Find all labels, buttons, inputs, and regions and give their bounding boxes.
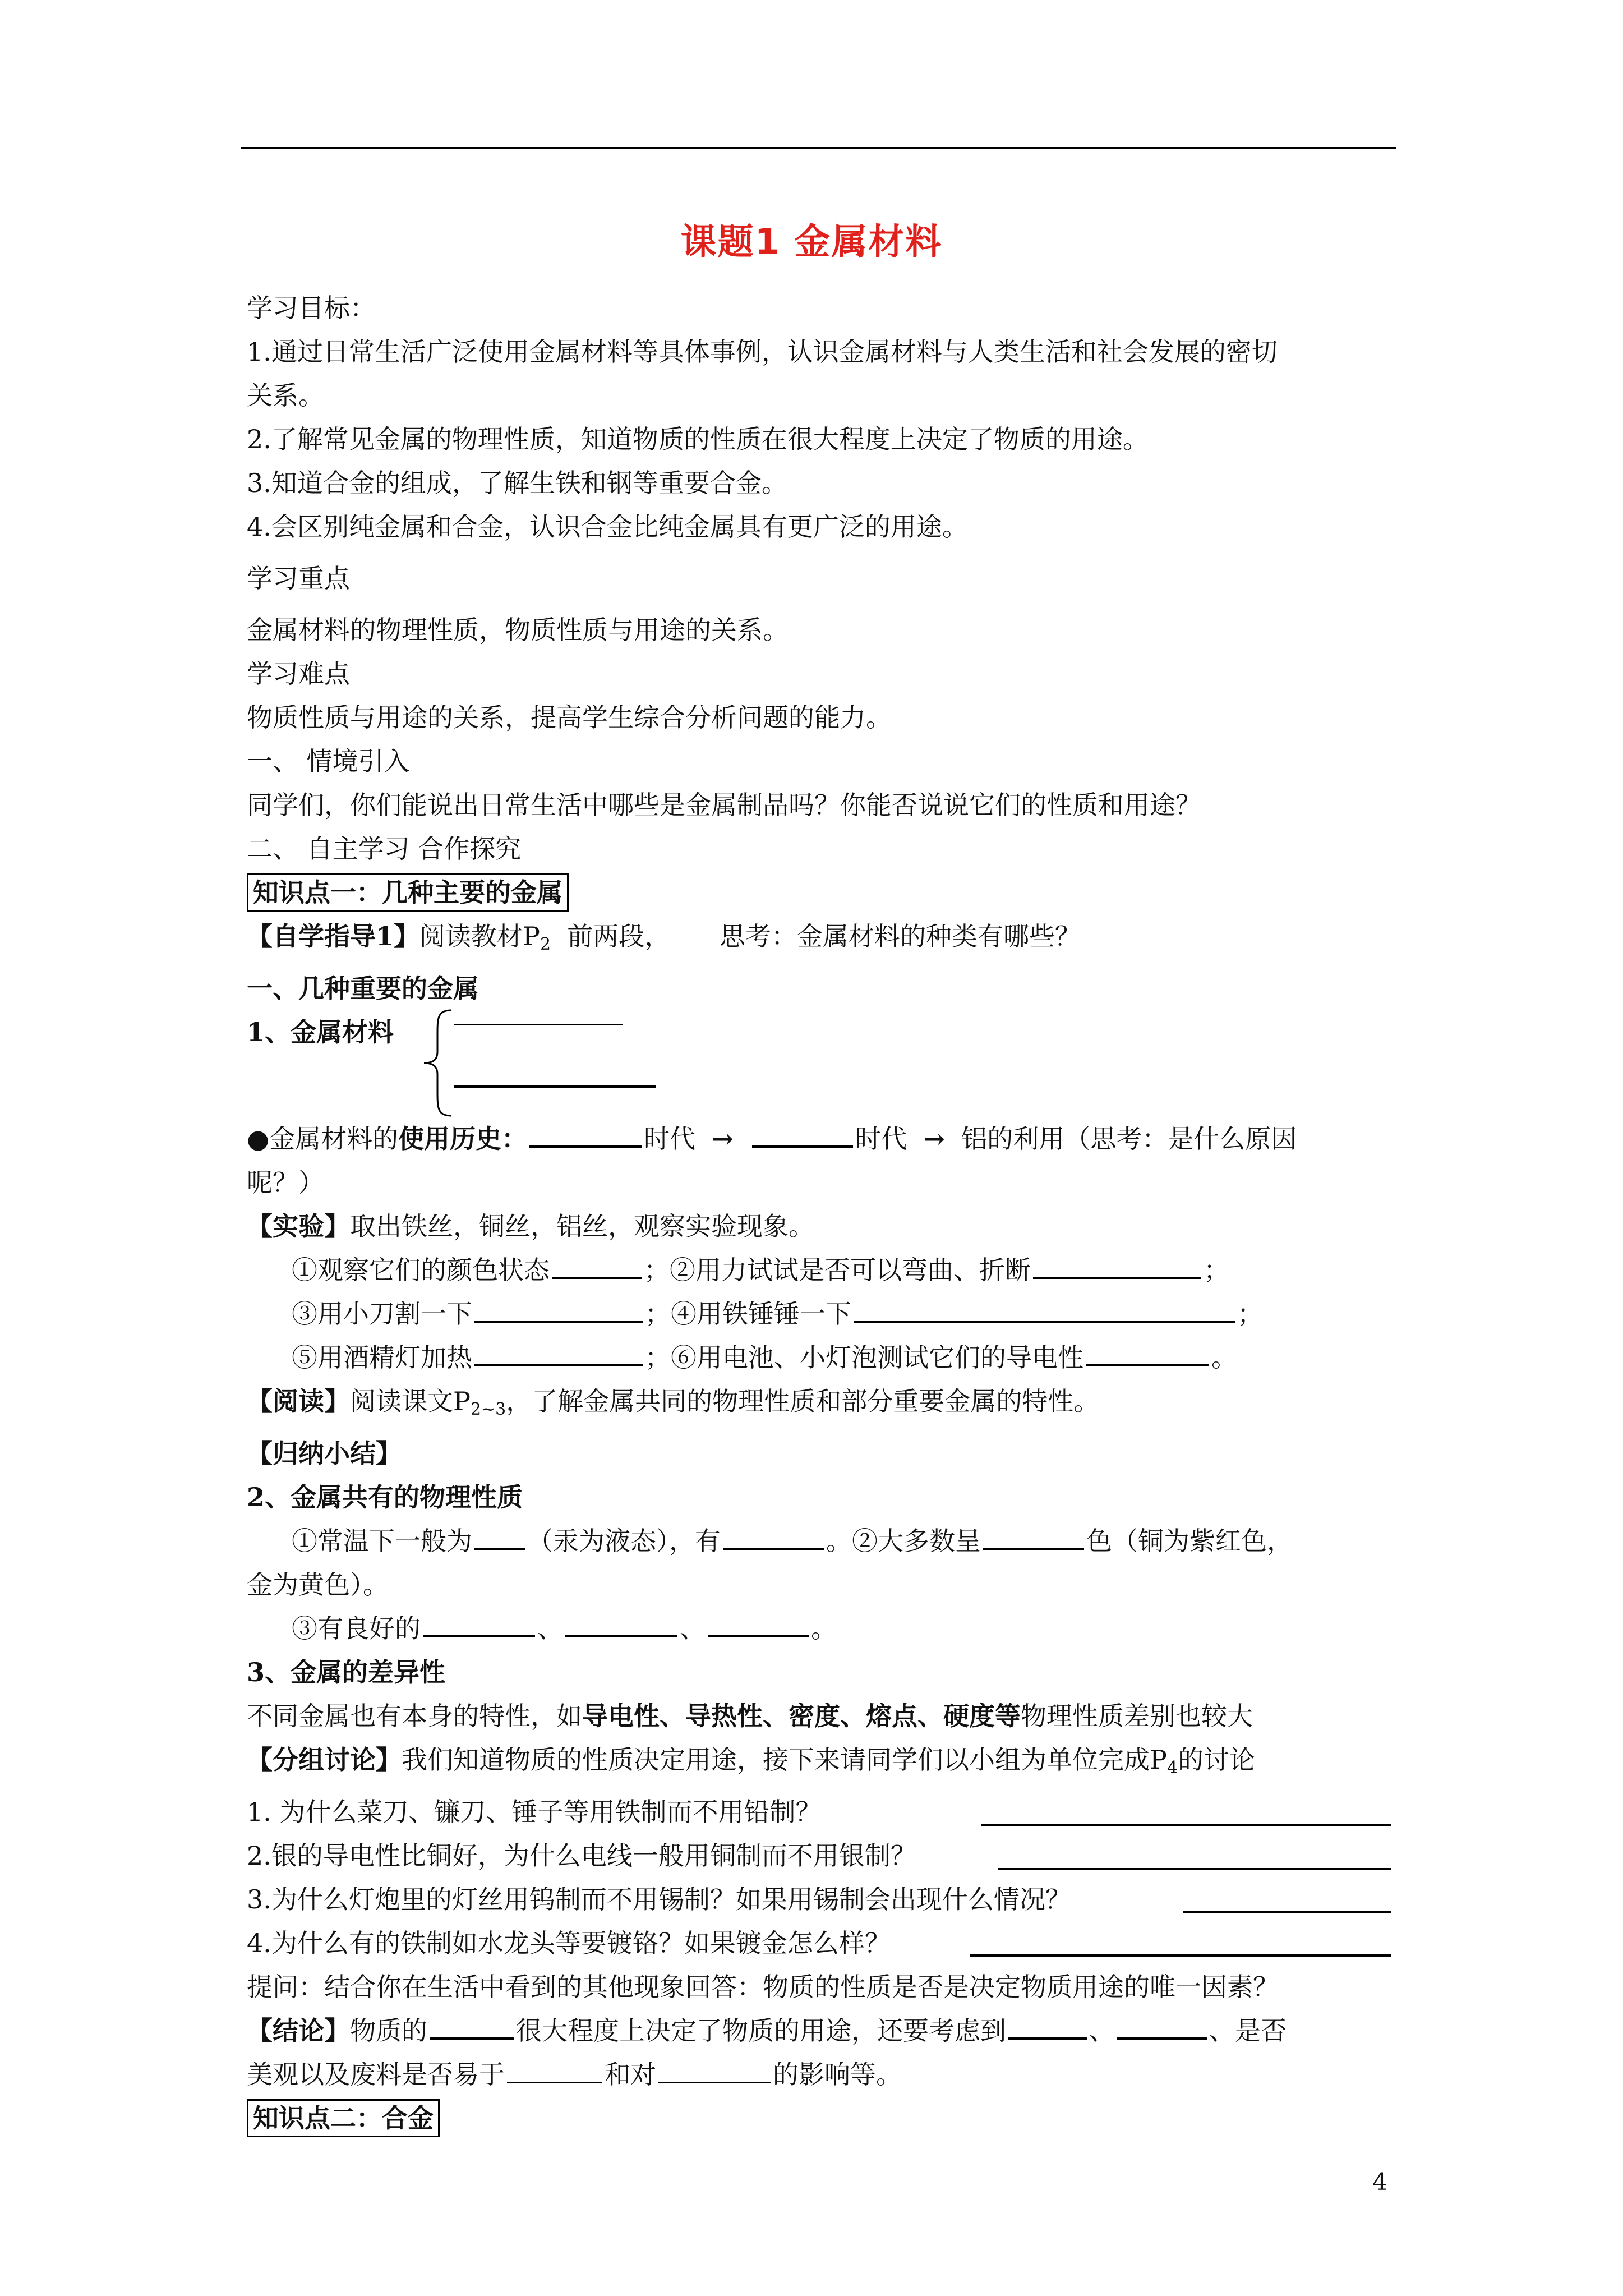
common-properties-heading: 2、金属共有的物理性质 <box>247 1482 523 1512</box>
question-text: 3.为什么灯炮里的灯丝用钨制而不用锡制？如果用锡制会出现什么情况？ <box>247 1884 1071 1915</box>
history-line <box>247 1117 1391 1161</box>
conclusion-blank[interactable] <box>507 2054 602 2083</box>
common-l1c: 。②大多数呈 <box>826 1526 981 1556</box>
objectives-heading: 学习目标： <box>247 293 376 323</box>
experiment-blank[interactable] <box>474 1293 643 1323</box>
objective-item: 2.了解常见金属的物理性质，知道物质的性质在很大程度上决定了物质的用途。 <box>247 424 1149 454</box>
history-bold: 使用历史： <box>398 1124 528 1154</box>
common-properties-line-1 <box>247 1519 1391 1563</box>
experiment-q6: ；⑥用电池、小灯泡测试它们的导电性 <box>645 1342 1083 1373</box>
experiment-label: 【实验】 <box>247 1211 350 1241</box>
conclusion-blank[interactable] <box>1117 2009 1207 2040</box>
conclusion-blank[interactable] <box>430 2009 514 2040</box>
arrow-icon: → <box>712 1124 734 1154</box>
difficulty-text: 物质性质与用途的关系，提高学生综合分析问题的能力。 <box>247 702 892 733</box>
reading-label: 【阅读】 <box>247 1386 350 1416</box>
common-blank[interactable] <box>983 1520 1084 1550</box>
conclusion-blank[interactable] <box>1008 2009 1087 2040</box>
history-tail-2: 呢？） <box>247 1167 324 1198</box>
common-blank[interactable] <box>708 1607 809 1637</box>
page-title: 课题1 金属材料 <box>680 222 943 263</box>
conclusion-e: 美观以及废料是否易于 <box>247 2059 505 2090</box>
guide1-text-b: 前两段， 思考：金属材料的种类有哪些？ <box>551 921 1081 951</box>
discussion-question <box>247 1834 1391 1878</box>
period: 。 <box>811 1613 837 1644</box>
semicolon: ； <box>1237 1299 1263 1329</box>
era-2: 时代 <box>855 1124 907 1154</box>
experiment-q4: ；④用铁锤锤一下 <box>645 1299 851 1329</box>
header-rule <box>241 147 1396 149</box>
common-blank[interactable] <box>423 1607 535 1637</box>
group-label: 【分组讨论】 <box>247 1745 402 1775</box>
conclusion-a: 物质的 <box>350 2016 427 2046</box>
part1-heading: 一、几种重要的金属 <box>247 973 479 1004</box>
section1-text: 同学们，你们能说出日常生活中哪些是金属制品吗？你能否说说它们的性质和用途？ <box>247 790 1201 820</box>
experiment-blank[interactable] <box>1033 1249 1201 1279</box>
separator: 、 <box>537 1613 563 1644</box>
conclusion-line-2 <box>247 2053 1391 2096</box>
answer-blank[interactable] <box>1183 1911 1391 1913</box>
experiment-blank[interactable] <box>474 1336 643 1366</box>
history-lead: 金属材料的 <box>269 1124 399 1154</box>
experiment-q-row-2 <box>247 1292 1391 1336</box>
experiment-text: 取出铁丝，铜丝，铝丝，观察实验现象。 <box>350 1211 814 1241</box>
common-blank[interactable] <box>565 1607 677 1637</box>
group-text-a: 我们知道物质的性质决定用途，接下来请同学们以小组为单位完成P <box>402 1745 1167 1775</box>
conclusion-b: 很大程度上决定了物质的用途，还要考虑到 <box>516 2016 1006 2046</box>
common-l1d: 色（铜为紫红色， <box>1086 1526 1293 1556</box>
discussion-question <box>247 1921 1391 1965</box>
kp1-box: 知识点一：几种主要的金属 <box>247 873 569 912</box>
semicolon: ； <box>1204 1255 1229 1285</box>
knowledge-point-2 <box>247 2096 1391 2140</box>
objective-item: 1.通过日常生活广泛使用金属材料等具体事例，认识金属材料与人类生活和社会发展的密切 <box>247 337 1278 367</box>
materials-brace-group <box>247 1010 1391 1106</box>
history-tail: 铝的利用（思考：是什么原因 <box>961 1124 1297 1154</box>
diff-b: 导电性、导热性、密度、熔点、硬度等 <box>582 1701 1021 1731</box>
experiment-q1: ①观察它们的颜色状态 <box>292 1255 550 1285</box>
conclusion-blank[interactable] <box>658 2054 771 2083</box>
experiment-q-row-3 <box>247 1336 1391 1379</box>
common-properties-line-2: 金为黄色）。 <box>247 1570 389 1600</box>
conclusion-d: 、是否 <box>1209 2016 1287 2046</box>
experiment-q-row-1 <box>247 1248 1391 1292</box>
document-body <box>247 286 1391 2140</box>
group-text-b: 的讨论 <box>1178 1745 1256 1775</box>
common-properties-line-3 <box>247 1607 1391 1650</box>
guide1-sub: 2 <box>540 935 551 954</box>
diff-a: 不同金属也有本身的特性，如 <box>247 1701 582 1731</box>
materials-blank-2[interactable] <box>454 1085 656 1088</box>
answer-blank[interactable] <box>981 1824 1391 1826</box>
conclusion-f: 和对 <box>605 2059 656 2090</box>
common-blank[interactable] <box>474 1520 525 1550</box>
question-text: 2.银的导电性比铜好，为什么电线一般用铜制而不用银制？ <box>247 1841 916 1871</box>
experiment-q2: ；②用力试试是否可以弯曲、折断 <box>644 1255 1031 1285</box>
separator: 、 <box>680 1613 706 1644</box>
section2-heading: 二、 自主学习 合作探究 <box>247 834 522 864</box>
discussion-question <box>247 1878 1391 1921</box>
experiment-blank[interactable] <box>552 1249 642 1279</box>
group-discussion-line <box>247 1738 1391 1790</box>
question-text: 4.为什么有的铁制如水龙头等要镀铬？如果镀金怎么样？ <box>247 1928 891 1958</box>
experiment-blank[interactable] <box>1086 1336 1209 1366</box>
reading-line <box>247 1379 1391 1432</box>
question-text: 1. 为什么菜刀、镰刀、锤子等用铁制而不用铅制？ <box>247 1797 822 1827</box>
era-1: 时代 <box>644 1124 696 1154</box>
separator: 、 <box>1089 2016 1115 2046</box>
difference-text <box>247 1694 1391 1738</box>
page-number: 4 <box>1372 2168 1387 2196</box>
objective-item: 3.知道合金的组成，了解生铁和钢等重要合金。 <box>247 468 787 498</box>
common-l1a: ①常温下一般为 <box>292 1526 472 1556</box>
experiment-q3: ③用小刀割一下 <box>292 1299 472 1329</box>
common-l1b: （汞为液态），有 <box>527 1526 721 1556</box>
discussion-question <box>247 1790 1391 1834</box>
experiment-line <box>247 1204 1391 1248</box>
reading-text-b: ，了解金属共同的物理性质和部分重要金属的特性。 <box>506 1386 1100 1416</box>
difference-heading: 3、金属的差异性 <box>247 1657 446 1687</box>
history-blank-1[interactable] <box>529 1117 642 1148</box>
arrow-icon: → <box>923 1124 945 1154</box>
focus-heading: 学习重点 <box>247 563 350 593</box>
reading-text-a: 阅读课文P <box>350 1386 471 1416</box>
difficulty-heading: 学习难点 <box>247 659 350 689</box>
conclusion-label: 【结论】 <box>247 2016 350 2046</box>
period: 。 <box>1211 1342 1237 1373</box>
guide1-label: 【自学指导1】 <box>247 921 420 951</box>
focus-text: 金属材料的物理性质，物质性质与用途的关系。 <box>247 615 789 645</box>
answer-blank[interactable] <box>998 1868 1391 1870</box>
section1-heading: 一、 情境引入 <box>247 746 410 776</box>
knowledge-point-1 <box>247 871 1391 914</box>
history-blank-2[interactable] <box>752 1117 853 1148</box>
experiment-q5: ⑤用酒精灯加热 <box>292 1342 472 1373</box>
discussion-ask: 提问：结合你在生活中看到的其他现象回答：物质的性质是否是决定物质用途的唯一因素？ <box>247 1972 1279 2002</box>
experiment-blank[interactable] <box>854 1293 1235 1323</box>
guide-1 <box>247 914 1391 967</box>
materials-blank-1[interactable] <box>454 1024 623 1025</box>
kp2-box: 知识点二：合金 <box>247 2099 440 2137</box>
guide1-text-a: 阅读教材P <box>419 921 540 951</box>
answer-blank[interactable] <box>970 1954 1391 1957</box>
common-blank[interactable] <box>723 1520 824 1550</box>
reading-sub: 2~3 <box>470 1400 506 1419</box>
common-l3a: ③有良好的 <box>292 1613 421 1644</box>
diff-c: 物理性质差别也较大 <box>1021 1701 1253 1731</box>
group-sub: 4 <box>1166 1758 1178 1778</box>
metal-materials-label: 1、金属材料 <box>247 1017 394 1047</box>
conclusion-line-1 <box>247 2009 1391 2053</box>
objective-item: 4.会区别纯金属和合金，认识合金比纯金属具有更广泛的用途。 <box>247 512 968 542</box>
conclusion-g: 的影响等。 <box>773 2059 902 2090</box>
bullet: ● <box>247 1124 270 1154</box>
summary-label: 【归纳小结】 <box>247 1438 402 1469</box>
objective-item: 关系。 <box>247 380 324 411</box>
